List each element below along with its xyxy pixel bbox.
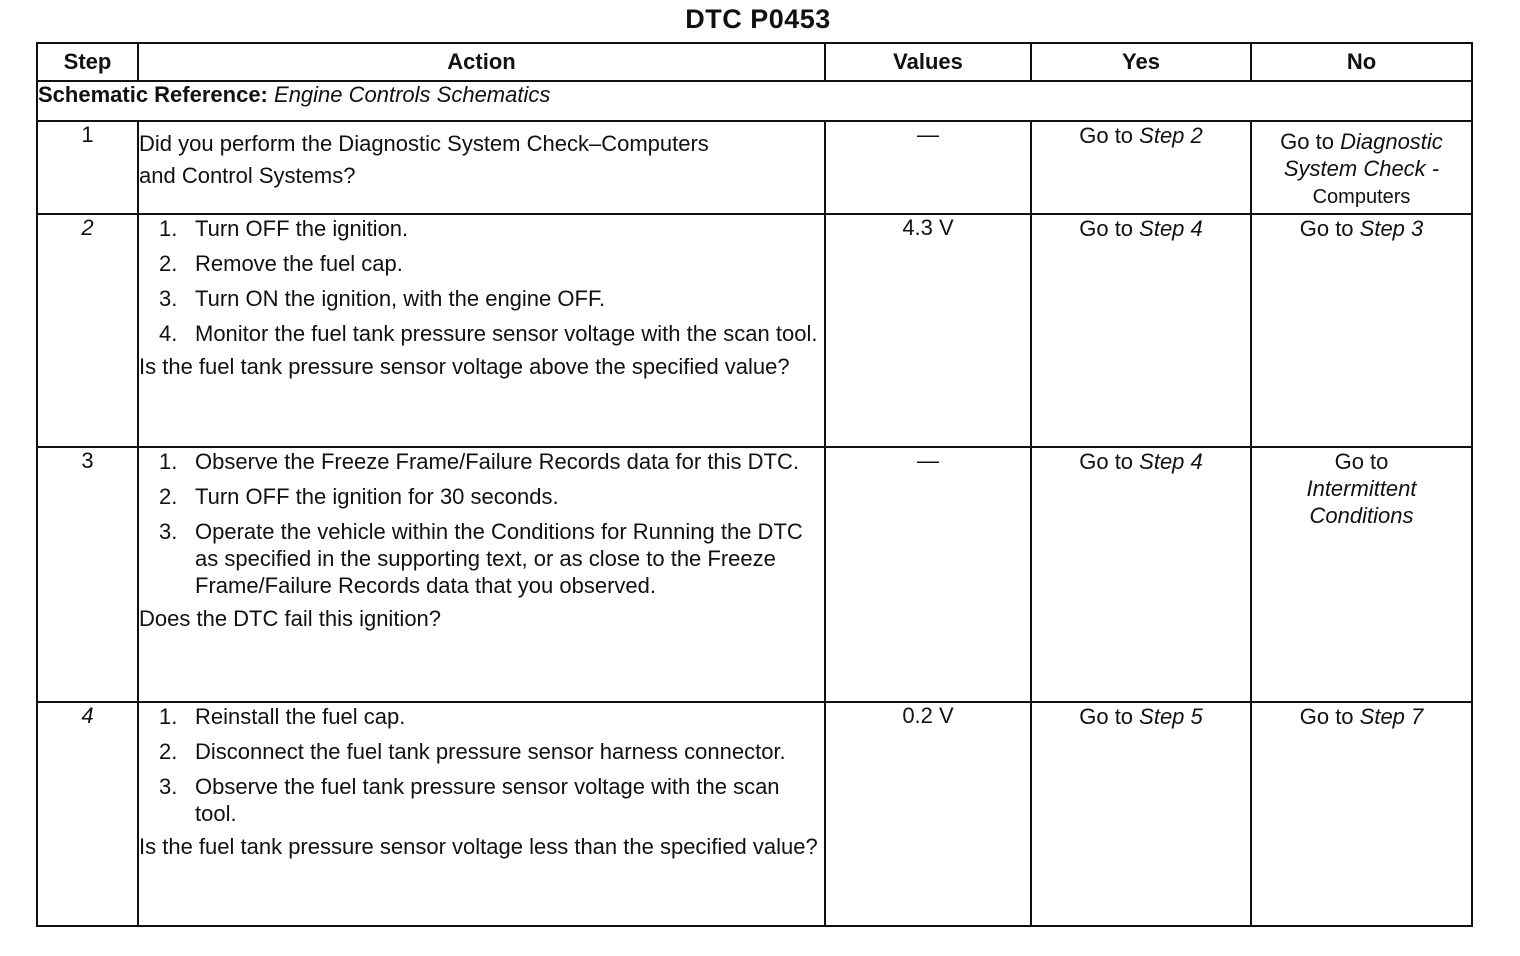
no-link[interactable]: Intermittent Conditions xyxy=(1306,476,1417,528)
action-cell xyxy=(138,214,825,447)
item-number: 4. xyxy=(159,321,178,346)
list-item xyxy=(139,773,824,827)
action-text: Did you perform the Diagnostic System Check–Computers xyxy=(139,131,709,156)
no-prefix: Go to xyxy=(1280,129,1341,154)
item-text: Disconnect the fuel tank pressure sensor harness connector. xyxy=(195,739,786,764)
value-cell: 4.3 V xyxy=(825,214,1031,447)
step-number: 2 xyxy=(37,214,138,447)
question-text: Is the fuel tank pressure sensor voltage less than the specified value? xyxy=(139,834,818,859)
step-number: 1 xyxy=(37,121,138,214)
item-text: Operate the vehicle within the Conditions for Running the DTC as specified in the supporting text, or as close to the Freeze Frame/Failure Records data that you observed. xyxy=(195,519,803,598)
table-row xyxy=(37,702,1472,926)
list-item xyxy=(139,448,824,475)
list-item xyxy=(139,320,824,347)
item-text: Turn OFF the ignition. xyxy=(195,216,409,241)
step-number: 3 xyxy=(37,447,138,702)
yes-link[interactable]: Step 4 xyxy=(1139,216,1203,241)
diagnostic-table xyxy=(36,42,1473,927)
item-text: Observe the fuel tank pressure sensor voltage with the scan tool. xyxy=(195,774,780,826)
yes-link[interactable]: Step 4 xyxy=(1139,449,1203,474)
yes-prefix: Go to xyxy=(1079,123,1140,148)
schematic-reference xyxy=(37,81,1472,121)
question-text: Is the fuel tank pressure sensor voltage above the specified value? xyxy=(139,354,790,379)
yes-cell xyxy=(1031,447,1251,702)
item-text: Turn OFF the ignition for 30 seconds. xyxy=(195,484,559,509)
value-cell: — xyxy=(825,121,1031,214)
item-text: Turn ON the ignition, with the engine OFF. xyxy=(195,286,606,311)
no-suffix: Computers xyxy=(1312,186,1411,208)
item-number: 1. xyxy=(159,216,178,241)
yes-cell xyxy=(1031,121,1251,214)
value-cell: — xyxy=(825,447,1031,702)
no-cell xyxy=(1251,214,1472,447)
yes-cell xyxy=(1031,214,1251,447)
item-number: 2. xyxy=(159,251,178,276)
action-text: and Control Systems? xyxy=(139,163,356,188)
header-action: Action xyxy=(138,43,825,81)
no-link[interactable]: Diagnostic System Check - xyxy=(1283,129,1443,181)
item-number: 3. xyxy=(159,286,178,311)
yes-prefix: Go to xyxy=(1079,449,1140,474)
yes-link[interactable]: Step 2 xyxy=(1139,123,1203,148)
item-text: Reinstall the fuel cap. xyxy=(195,704,406,729)
list-item xyxy=(139,738,824,765)
step-list xyxy=(139,703,824,827)
no-cell xyxy=(1251,447,1472,702)
header-no: No xyxy=(1251,43,1472,81)
yes-prefix: Go to xyxy=(1079,704,1140,729)
item-text: Remove the fuel cap. xyxy=(195,251,403,276)
no-prefix: Go to xyxy=(1299,216,1360,241)
question-text: Does the DTC fail this ignition? xyxy=(139,606,442,631)
page-title: DTC P0453 xyxy=(685,4,831,34)
no-cell xyxy=(1251,702,1472,926)
table-row xyxy=(37,121,1472,214)
item-number: 3. xyxy=(159,519,178,544)
header-yes: Yes xyxy=(1031,43,1251,81)
list-item xyxy=(139,703,824,730)
step-number: 4 xyxy=(37,702,138,926)
item-number: 3. xyxy=(159,774,178,799)
no-link[interactable]: Step 7 xyxy=(1359,704,1424,729)
item-number: 1. xyxy=(159,704,178,729)
no-prefix: Go to xyxy=(1334,449,1389,474)
header-values: Values xyxy=(825,43,1031,81)
item-number: 2. xyxy=(159,739,178,764)
no-link[interactable]: Step 3 xyxy=(1359,216,1424,241)
schematic-reference-row xyxy=(37,81,1472,121)
reference-label: Schematic Reference: xyxy=(38,82,268,107)
item-text: Observe the Freeze Frame/Failure Records data for this DTC. xyxy=(195,449,799,474)
yes-link[interactable]: Step 5 xyxy=(1139,704,1203,729)
item-text: Monitor the fuel tank pressure sensor voltage with the scan tool. xyxy=(195,321,818,346)
list-item xyxy=(139,285,824,312)
table-row xyxy=(37,447,1472,702)
value-cell: 0.2 V xyxy=(825,702,1031,926)
item-number: 1. xyxy=(159,449,178,474)
header-step: Step xyxy=(37,43,138,81)
action-cell xyxy=(138,702,825,926)
table-row xyxy=(37,214,1472,447)
no-prefix: Go to xyxy=(1299,704,1360,729)
list-item xyxy=(139,518,824,599)
step-list xyxy=(139,448,824,599)
header-row xyxy=(37,43,1472,81)
list-item xyxy=(139,250,824,277)
no-cell xyxy=(1251,121,1472,214)
yes-cell xyxy=(1031,702,1251,926)
reference-value: Engine Controls Schematics xyxy=(274,82,551,107)
list-item xyxy=(139,483,824,510)
list-item xyxy=(139,215,824,242)
action-cell xyxy=(138,121,825,214)
step-list xyxy=(139,215,824,347)
item-number: 2. xyxy=(159,484,178,509)
action-cell xyxy=(138,447,825,702)
yes-prefix: Go to xyxy=(1079,216,1140,241)
